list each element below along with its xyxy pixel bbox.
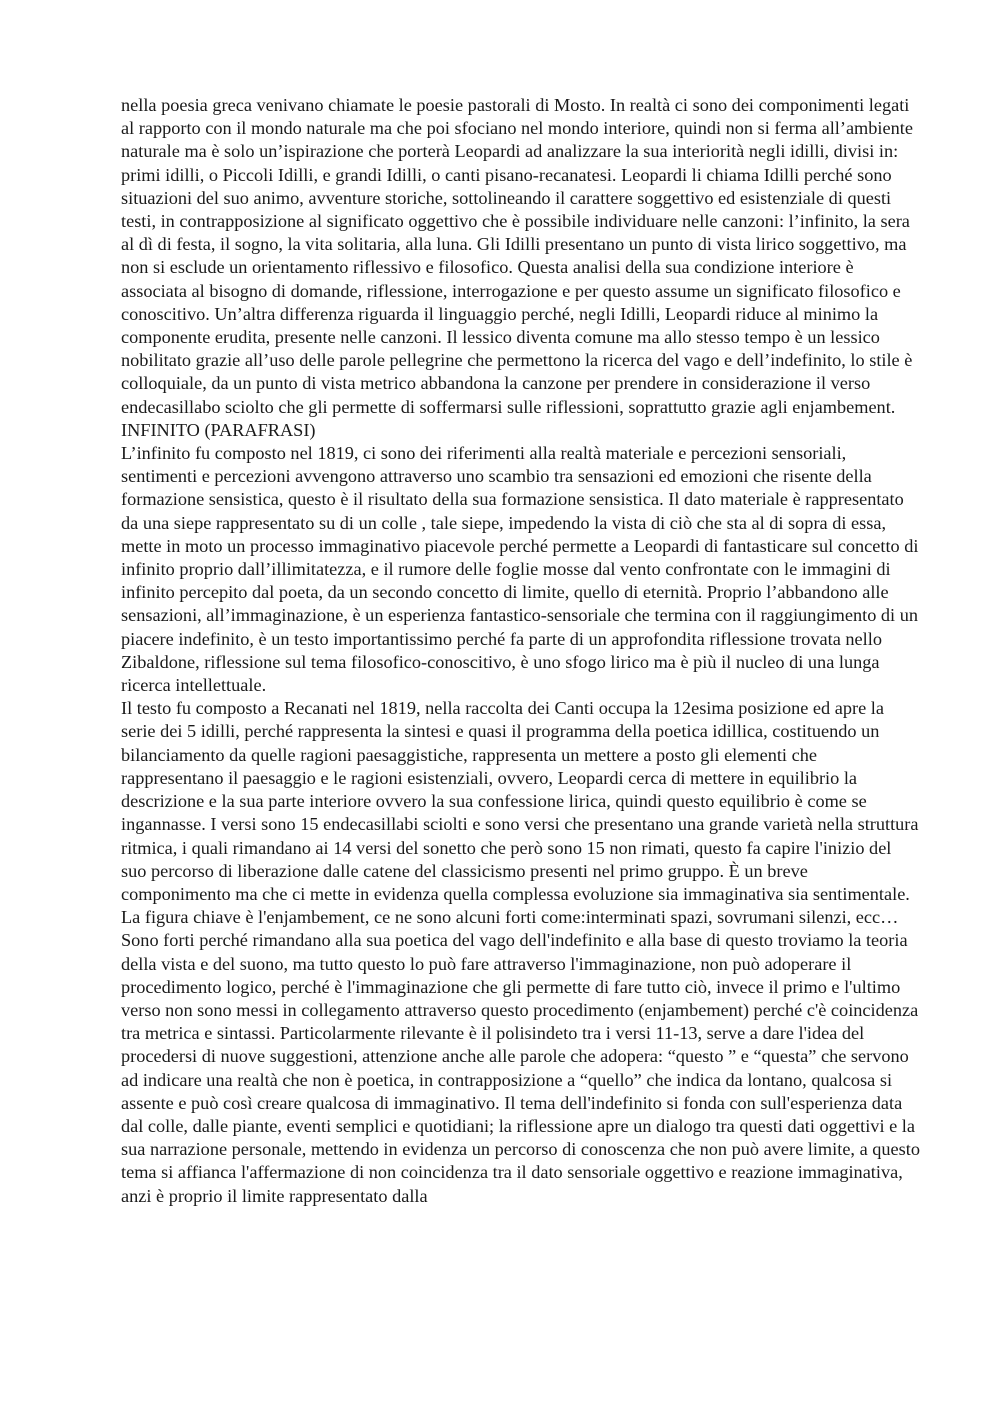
paragraph-infinito-composizione: L’infinito fu composto nel 1819, ci sono dei riferimenti alla realtà materiale e percezioni sensoriali, sentimenti e percezioni avvengono attraverso uno scambio tra sensazioni ed emozioni che risente della formazione sensistica, questo è il risultato della sua formazione sensistica. Il dato materiale è rappresentato da una siepe rappresentato su di un colle , tale siepe, impedendo la vista di ciò che sta al di sopra di essa, mette in moto un processo immaginativo piacevole perché permette a Leopardi di fantasticare sul concetto di infinito proprio dall’illimitatezza, e il rumore delle foglie mosse dal vento confrontate con le immagini di infinito percepito dal poeta, da un secondo concetto di limite, quello di eternità. Proprio l’abbandono alle sensazioni, all’immaginazione, è un esperienza fantastico-sensoriale che termina con il raggiungimento di un piacere indefinito, è un testo importantissimo perché fa parte di un approfondita riflessione trovata nello Zibaldone, riflessione sul tema filosofico-conoscitivo, è uno sfogo lirico ma è più il nucleo di una lunga ricerca intellettuale. bbox=[121, 443, 919, 696]
paragraph-infinito-analisi: Il testo fu composto a Recanati nel 1819, nella raccolta dei Canti occupa la 12esima posizione ed apre la serie dei 5 idilli, perché rappresenta la sintesi e quasi il programma della poetica idillica, costituendo un bilanciamento da quelle ragioni paesaggistiche, rappresenta un mettere a posto gli elementi che rappresentano il paesaggio e le ragioni esistenziali, ovvero, Leopardi cerca di mettere in equilibrio la descrizione e la sua parte interiore ovvero la sua confessione lirica, quindi questo equilibrio è come se ingannasse. I versi sono 15 endecasillabi sciolti e sono versi che presentano una grande varietà nella struttura ritmica, i quali rimandano ai 14 versi del sonetto che però sono 15 non rimati, questo fa capire l'inizio del suo percorso di liberazione dalle catene del classicismo presenti nel primo gruppo. È un breve componimento ma che ci mette in evidenza quella complessa evoluzione sia immaginativa sia sentimentale. La figura chiave è l'enjambement, ce ne sono alcuni forti come:interminati spazi, sovrumani silenzi, ecc… Sono forti perché rimandano alla sua poetica del vago dell'indefinito e alla base di questo troviamo la teoria della vista e del suono, ma tutto questo lo può fare attraverso l'immaginazione, non può adoperare il procedimento logico, perché è l'immaginazione che gli permette di fare tutto ciò, invece il primo e l'ultimo verso non sono messi in collegamento attraverso questo procedimento (enjambement) perché c'è coincidenza tra metrica e sintassi. Particolarmente rilevante è il polisindeto tra i versi 11-13, serve a dare l'idea del procedersi di nuove suggestioni, attenzione anche alle parole che adopera: “questo ” e “questa” che servono ad indicare una realtà che non è poetica, in contrapposizione a “quello” che indica da lontano, qualcosa si assente e può così creare qualcosa di immaginativo. Il tema dell'indefinito si fonda con sull'esperienza data dal colle, dalle piante, eventi semplici e quotidiani; la riflessione apre un dialogo tra questi dati oggettivi e la sua narrazione personale, mettendo in evidenza un percorso di conoscenza che non può avere limite, a questo tema si affianca l'affermazione di non coincidenza tra il dato sensoriale oggettivo e reazione immaginativa, anzi è proprio il limite rappresentato dalla bbox=[121, 698, 920, 1206]
document-body bbox=[121, 94, 921, 1208]
section-heading-infinito: INFINITO (PARAFRASI) bbox=[121, 419, 316, 440]
paragraph-idilli-intro: nella poesia greca venivano chiamate le poesie pastorali di Mosto. In realtà ci sono dei componimenti legati al rapporto con il mondo naturale ma che poi sfociano nel mondo interiore, quindi non si ferma all’ambiente naturale ma è solo un’ispirazione che porterà Leopardi ad analizzare la sua interiorità negli idilli, divisi in: primi idilli, o Piccoli Idilli, e grandi Idilli, o canti pisano-recanatesi. Leopardi li chiama Idilli perché sono situazioni del suo animo, avventure storiche, sottolineando il carattere soggettivo ed esistenziale di questi testi, in contrapposizione al significato oggettivo che è possibile individuare nelle canzoni: l’infinito, la sera al dì di festa, il sogno, la vita solitaria, alla luna. Gli Idilli presentano un punto di vista lirico soggettivo, ma non si esclude un orientamento riflessivo e filosofico. Questa analisi della sua condizione interiore è associata al bisogno di domande, riflessione, interrogazione e per questo assume un significato filosofico e conoscitivo. Un’altra differenza riguarda il linguaggio perché, negli Idilli, Leopardi riduce al minimo la componente erudita, presente nelle canzoni. Il lessico diventa comune ma allo stesso tempo è un lessico nobilitato grazie all’uso delle parole pellegrine che permettono la ricerca del vago e dell’indefinito, lo stile è colloquiale, da un punto di vista metrico abbandona la canzone per prendere in considerazione il verso endecasillabo sciolto che gli permette di soffermarsi sulle riflessioni, soprattutto grazie agli enjambement. bbox=[121, 95, 913, 417]
